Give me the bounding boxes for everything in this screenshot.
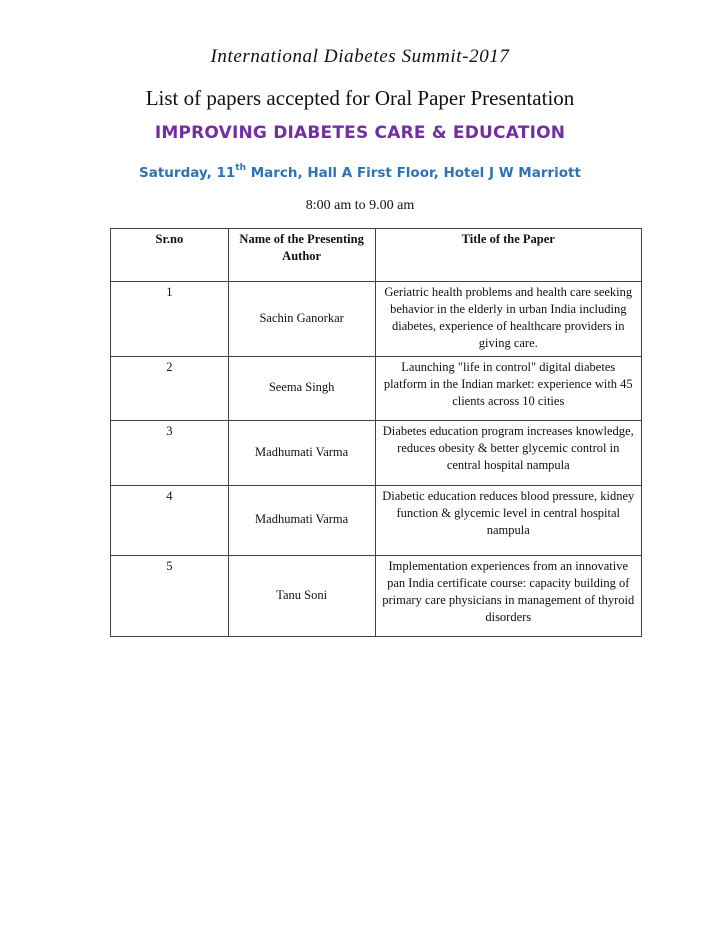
row-author: Madhumati Varma xyxy=(228,486,375,556)
row-sr-no: 4 xyxy=(111,486,229,556)
row-sr-no: 5 xyxy=(111,556,229,637)
row-sr-no: 2 xyxy=(111,357,229,421)
table-row xyxy=(111,357,642,421)
row-paper-title: Implementation experiences from an innovative pan India certificate course: capacity building of primary care physicians in management of thyroid disorders xyxy=(375,556,641,637)
row-author: Tanu Soni xyxy=(228,556,375,637)
venue-location: March, Hall A First Floor, Hotel J W Marriott xyxy=(246,165,581,181)
row-author: Madhumati Varma xyxy=(228,421,375,486)
row-paper-title: Diabetic education reduces blood pressure, kidney function & glycemic level in central hospital nampula xyxy=(375,486,641,556)
row-sr-no: 1 xyxy=(111,282,229,357)
header-sr-no: Sr.no xyxy=(111,229,229,282)
table-row xyxy=(111,421,642,486)
session-time: 8:00 am to 9.00 am xyxy=(305,198,415,213)
row-author: Seema Singh xyxy=(228,357,375,421)
row-author: Sachin Ganorkar xyxy=(228,282,375,357)
summit-title: International Diabetes Summit-2017 xyxy=(210,46,510,67)
header-author: Name of the Presenting Author xyxy=(228,229,375,282)
venue-date-suffix: th xyxy=(235,162,247,173)
table-row xyxy=(111,556,642,637)
venue-line xyxy=(0,162,720,181)
session-theme: IMPROVING DIABETES CARE & EDUCATION xyxy=(154,123,566,143)
table-row xyxy=(111,486,642,556)
row-paper-title: Geriatric health problems and health care seeking behavior in the elderly in urban India including diabetes, experience of healthcare providers in giving care. xyxy=(375,282,641,357)
row-sr-no: 3 xyxy=(111,421,229,486)
venue-date: Saturday, 11 xyxy=(139,165,236,181)
table-row xyxy=(111,282,642,357)
papers-table xyxy=(110,228,642,637)
row-paper-title: Launching "life in control" digital diabetes platform in the Indian market: experience with 45 clients across 10 cities xyxy=(375,357,641,421)
row-paper-title: Diabetes education program increases knowledge, reduces obesity & better glycemic control in central hospital nampula xyxy=(375,421,641,486)
page-title: List of papers accepted for Oral Paper Presentation xyxy=(145,86,575,110)
header-title: Title of the Paper xyxy=(375,229,641,282)
table-header-row xyxy=(111,229,642,282)
